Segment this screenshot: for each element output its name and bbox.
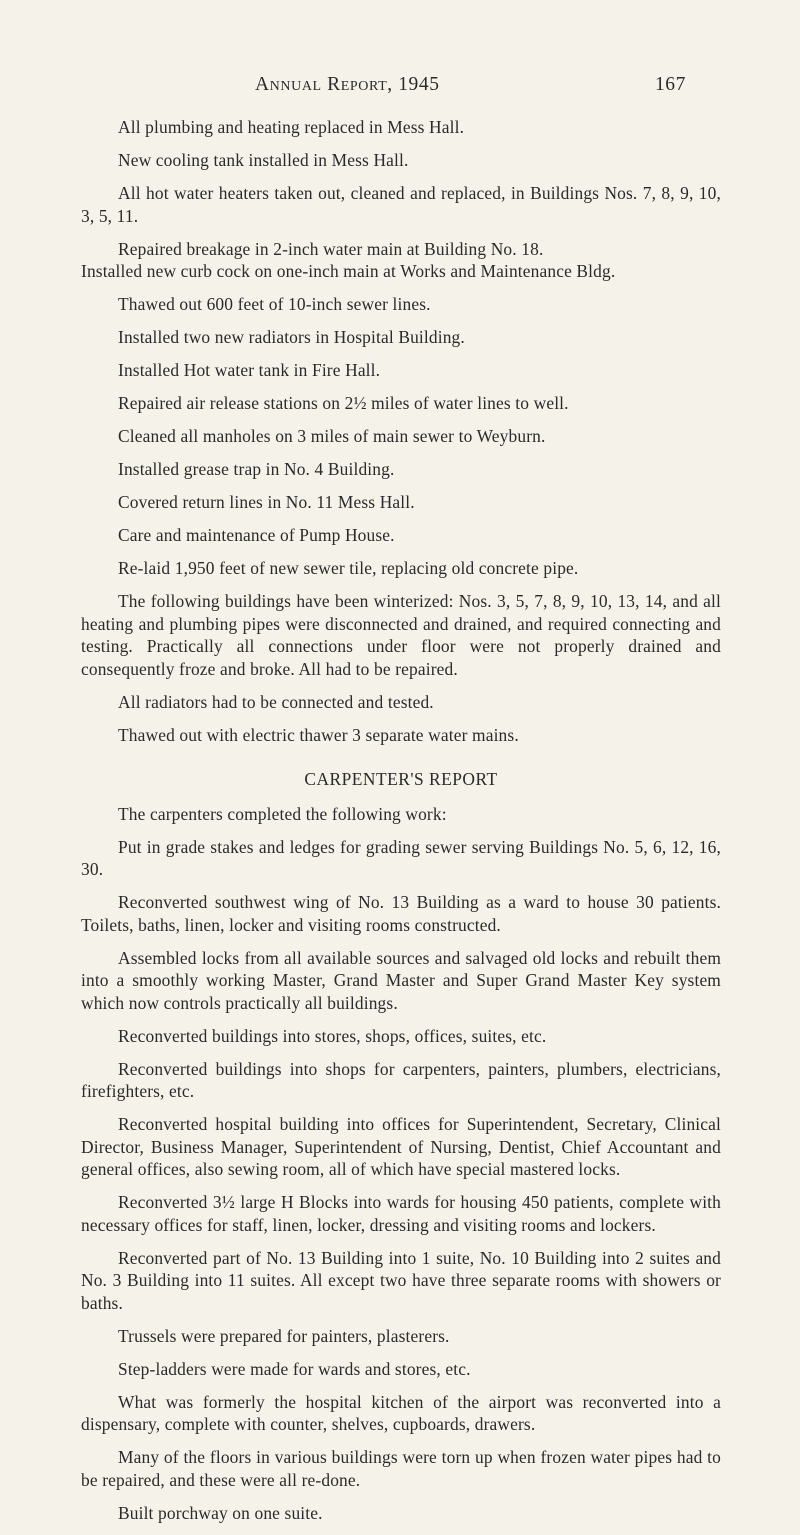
paragraph: Installed Hot water tank in Fire Hall. [118,360,381,380]
paragraph: Many of the floors in various buildings were torn up when frozen water pipes had to be repaired, and these were all re-done. [81,1447,721,1490]
paragraph: Reconverted southwest wing of No. 13 Building as a ward to house 30 patients. Toilets, baths, linen, locker and visiting rooms constructed. [81,892,721,935]
paragraph: Covered return lines in No. 11 Mess Hall. [118,492,415,512]
paragraph: Repaired breakage in 2-inch water main at Building No. 18. [118,238,544,259]
paragraph: Reconverted buildings into shops for carpenters, painters, plumbers, electricians, firefighters, etc. [81,1058,721,1101]
paragraph: The carpenters completed the following work: [118,803,447,824]
paragraph: Installed two new radiators in Hospital Building. [118,327,465,347]
report-title: Annual Report, 1945 [255,74,440,95]
paragraph: Trussels were prepared for painters, plasterers. [118,1325,450,1346]
paragraph: Thawed out with electric thawer 3 separate water mains. [118,724,519,745]
paragraph: Thawed out 600 feet of 10-inch sewer lines. [118,294,431,314]
running-header [0,74,800,102]
paragraph: Installed new curb cock on one-inch main at Works and Maintenance Bldg. [81,261,616,281]
paragraph: What was formerly the hospital kitchen of the airport was reconverted into a dispensary, complete with counter, shelves, cupboards, drawers. [81,1391,721,1434]
paragraph: Reconverted 3½ large H Blocks into wards for housing 450 patients, complete with necessary offices for staff, linen, locker, dressing and visiting rooms and lockers. [81,1192,721,1235]
paragraph: Installed grease trap in No. 4 Building. [118,459,395,479]
paragraph: Assembled locks from all available sources and salvaged old locks and rebuilt them into a smoothly working Master, Grand Master and Super Grand Master Key system which now controls practically all buildings. [81,947,721,1013]
paragraph: Reconverted buildings into stores, shops, offices, suites, etc. [118,1025,547,1046]
paragraph: Reconverted hospital building into offices for Superintendent, Secretary, Clinical Director, Business Manager, Superintendent of Nursing, Dentist, Chief Accountant and general offices, also sewing room, all of which have special mastered locks. [81,1114,721,1179]
paragraph: Step-ladders were made for wards and stores, etc. [118,1358,471,1379]
paragraph: Built porchway on one suite. [118,1502,323,1523]
paragraph: Cleaned all manholes on 3 miles of main sewer to Weyburn. [118,426,546,446]
document-body [81,116,721,1535]
page-number: 167 [654,74,686,95]
paragraph: Re-laid 1,950 feet of new sewer tile, replacing old concrete pipe. [118,558,579,578]
paragraph: New cooling tank installed in Mess Hall. [118,150,409,170]
paragraph: The following buildings have been winterized: Nos. 3, 5, 7, 8, 9, 10, 13, 14, and all heating and plumbing pipes were disconnected and drained, and required connecting and testing. Practically all connections under floor were not properly drained and consequently froze and broke. All had to be repaired. [81,591,721,679]
paragraph: All radiators had to be connected and tested. [118,691,434,712]
paragraph: Put in grade stakes and ledges for grading sewer serving Buildings No. 5, 6, 12, 16, 30. [81,836,721,879]
paragraph: All plumbing and heating replaced in Mess Hall. [118,117,465,137]
paragraph: Care and maintenance of Pump House. [118,525,395,545]
paragraph: Repaired air release stations on 2½ miles of water lines to well. [118,393,569,413]
section-heading: CARPENTER'S REPORT [304,769,498,789]
paragraph: All hot water heaters taken out, cleaned and replaced, in Buildings Nos. 7, 8, 9, 10, 3, 5, 11. [81,183,721,226]
paragraph: Reconverted part of No. 13 Building into 1 suite, No. 10 Building into 2 suites and No. 3 Building into 11 suites. All except two have three separate rooms with showers or baths. [81,1247,721,1313]
